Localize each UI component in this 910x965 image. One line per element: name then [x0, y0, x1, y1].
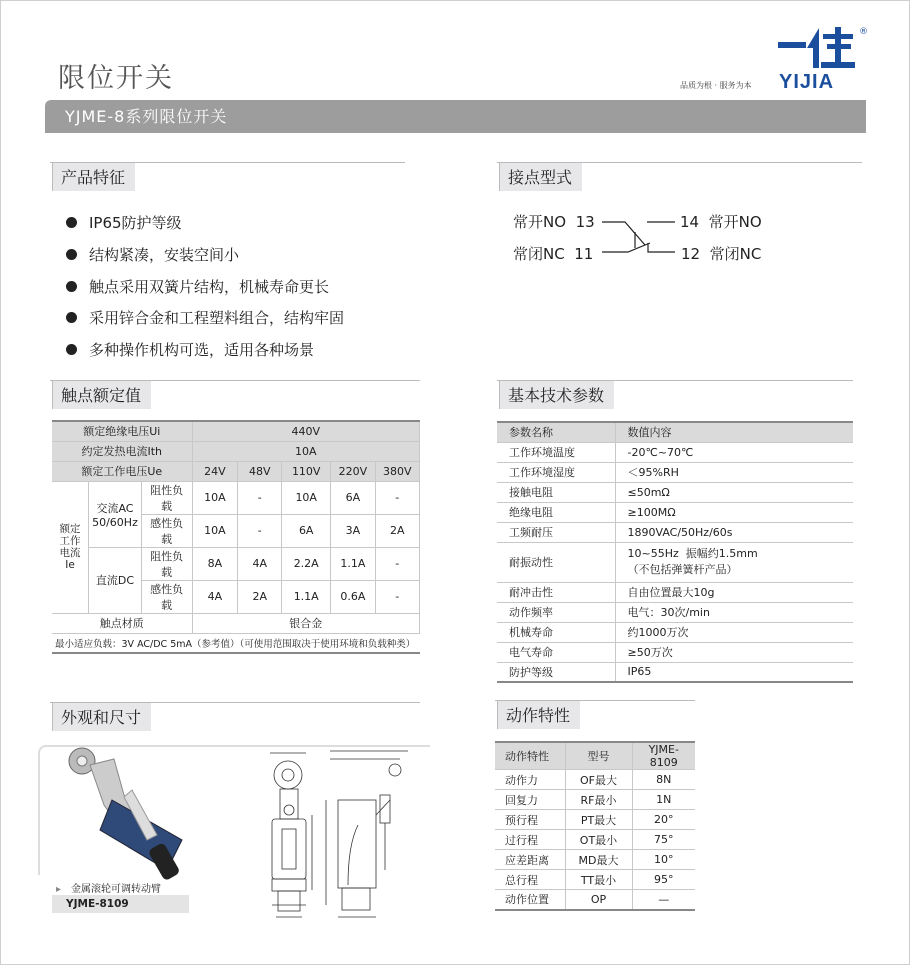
action-characteristics-table — [495, 741, 695, 911]
rated-values-table — [52, 420, 420, 654]
table-header-row — [497, 422, 853, 442]
current-value: 0.6A — [331, 580, 375, 613]
table-cell: 10~55Hz 振幅约1.5mm （不包括弹簧杆产品） — [615, 542, 853, 582]
table-row — [497, 522, 853, 542]
table-cell: 绝缘电阻 — [497, 502, 615, 522]
table-cell: 电气：30次/min — [615, 602, 853, 622]
column-header: YJME-8109 — [632, 742, 695, 770]
table-row — [497, 462, 853, 482]
column-header: 数值内容 — [615, 422, 853, 442]
contact-nc-left: 常闭NC 11 — [513, 245, 594, 263]
voltage-label: 额定工作电压Ue — [52, 461, 192, 481]
current-value: - — [375, 481, 419, 514]
table-cell: MD最大 — [565, 850, 632, 870]
current-value: 10A — [192, 514, 238, 547]
material-value: 银合金 — [192, 613, 419, 633]
bullet-icon — [66, 344, 77, 355]
contact-no-right: 14 常开NO — [680, 213, 762, 231]
current-value: 8A — [192, 547, 238, 580]
current-value: 1.1A — [282, 580, 331, 613]
table-row — [495, 870, 695, 890]
table-header-row — [495, 742, 695, 770]
table-row — [497, 602, 853, 622]
current-value: 1.1A — [331, 547, 375, 580]
table-row — [497, 502, 853, 522]
table-row — [495, 850, 695, 870]
section-title: 外观和尺寸 — [52, 703, 151, 731]
table-row — [497, 542, 853, 582]
table-cell: 工频耐压 — [497, 522, 615, 542]
current-value: 2A — [375, 514, 419, 547]
section-contact-type — [497, 162, 862, 187]
table-row — [497, 442, 853, 462]
feature-item — [66, 307, 344, 328]
current-value: 2.2A — [282, 547, 331, 580]
table-row — [495, 770, 695, 790]
section-title: 接点型式 — [499, 163, 582, 191]
table-cell: 75° — [632, 830, 695, 850]
current-value: 6A — [282, 514, 331, 547]
thermal-value: 10A — [192, 441, 419, 461]
table-cell: ≥100MΩ — [615, 502, 853, 522]
table-cell: 耐振动性 — [497, 542, 615, 582]
table-cell: ＜95%RH — [615, 462, 853, 482]
table-cell: 1890VAC/50Hz/60s — [615, 522, 853, 542]
feature-text: 触点采用双簧片结构，机械寿命更长 — [89, 278, 330, 296]
section-appearance — [50, 702, 420, 727]
series-title-band: YJME-8系列限位开关 — [45, 100, 866, 133]
table-cell: 应差距离 — [495, 850, 565, 870]
table-row — [495, 810, 695, 830]
table-row — [497, 482, 853, 502]
current-value: 10A — [282, 481, 331, 514]
table-cell: 约1000万次 — [615, 622, 853, 642]
voltage-header: 380V — [375, 461, 419, 481]
table-cell: 8N — [632, 770, 695, 790]
load-type: 感性负载 — [141, 514, 192, 547]
bullet-icon — [66, 249, 77, 260]
table-cell: 自由位置最大10g — [615, 582, 853, 602]
table-cell: 工作环境温度 — [497, 442, 615, 462]
table-cell: 接触电阻 — [497, 482, 615, 502]
table-row — [497, 582, 853, 602]
brand-logo — [775, 24, 865, 90]
table-cell: — — [632, 890, 695, 910]
section-action — [495, 700, 695, 725]
photo-caption — [56, 880, 161, 895]
current-value: - — [375, 547, 419, 580]
caret-right-icon: ▸ — [56, 884, 62, 895]
current-value: 2A — [238, 580, 282, 613]
voltage-header: 24V — [192, 461, 238, 481]
bullet-icon — [66, 217, 77, 228]
table-cell: OF最大 — [565, 770, 632, 790]
table-row — [495, 790, 695, 810]
voltage-header: 110V — [282, 461, 331, 481]
table-cell: 10° — [632, 850, 695, 870]
table-row — [497, 662, 853, 682]
dimension-drawing-icon — [240, 745, 420, 920]
feature-item — [66, 339, 314, 360]
column-header: 型号 — [565, 742, 632, 770]
current-value: - — [238, 481, 282, 514]
section-title: 触点额定值 — [52, 381, 151, 409]
load-type: 阻性负载 — [141, 481, 192, 514]
tech-params-table — [497, 421, 853, 683]
table-cell: 防护等级 — [497, 662, 615, 682]
current-value: - — [238, 514, 282, 547]
min-load-note: 最小适应负载：3V AC/DC 5mA（参考值）（可使用范围取决于使用环境和负载种类） — [52, 633, 420, 653]
svg-text:YIJIA: YIJIA — [779, 71, 835, 90]
current-label: 额定工作电流Ie — [52, 481, 89, 613]
page-title: 限位开关 — [58, 63, 174, 94]
table-cell: 1N — [632, 790, 695, 810]
table-row — [497, 642, 853, 662]
yijia-logo-icon — [775, 24, 865, 90]
dc-label: 直流DC — [89, 547, 142, 613]
insulation-label: 额定绝缘电压Ui — [52, 421, 192, 441]
table-cell: 总行程 — [495, 870, 565, 890]
table-cell: OT最小 — [565, 830, 632, 850]
section-title: 基本技术参数 — [499, 381, 614, 409]
table-cell: IP65 — [615, 662, 853, 682]
contact-switch-symbol-icon — [600, 210, 680, 260]
table-cell: 电气寿命 — [497, 642, 615, 662]
caption-text: 金属滚轮可调转动臂 — [71, 884, 162, 895]
current-value: 6A — [331, 481, 375, 514]
column-header: 动作特性 — [495, 742, 565, 770]
product-photo-icon — [62, 745, 192, 885]
table-cell: RF最小 — [565, 790, 632, 810]
table-cell: 动作频率 — [497, 602, 615, 622]
current-value: - — [375, 580, 419, 613]
contact-no-left: 常开NO 13 — [513, 213, 595, 231]
feature-text: 结构紧凑，安装空间小 — [89, 246, 240, 264]
section-features — [50, 162, 405, 187]
brand-slogan: 品质为根 · 服务为本 — [680, 81, 752, 90]
table-row — [495, 890, 695, 910]
model-label: YJME-8109 — [52, 895, 189, 913]
current-value: 3A — [331, 514, 375, 547]
table-cell: -20℃~70℃ — [615, 442, 853, 462]
bullet-icon — [66, 281, 77, 292]
table-cell: 20° — [632, 810, 695, 830]
table-cell: 工作环境湿度 — [497, 462, 615, 482]
section-rated — [50, 380, 420, 405]
column-header: 参数名称 — [497, 422, 615, 442]
table-cell: 动作力 — [495, 770, 565, 790]
section-title: 动作特性 — [497, 701, 580, 729]
table-cell: 95° — [632, 870, 695, 890]
table-cell: ≥50万次 — [615, 642, 853, 662]
registered-mark: ® — [859, 27, 868, 37]
table-cell: TT最小 — [565, 870, 632, 890]
table-cell: ≤50mΩ — [615, 482, 853, 502]
table-cell: 过行程 — [495, 830, 565, 850]
feature-text: IP65防护等级 — [89, 214, 182, 232]
table-cell: 回复力 — [495, 790, 565, 810]
table-row — [495, 830, 695, 850]
section-title: 产品特征 — [52, 163, 135, 191]
current-value: 4A — [192, 580, 238, 613]
table-cell: OP — [565, 890, 632, 910]
current-value: 10A — [192, 481, 238, 514]
table-cell: 动作位置 — [495, 890, 565, 910]
material-label: 触点材质 — [52, 613, 192, 633]
load-type: 感性负载 — [141, 580, 192, 613]
insulation-value: 440V — [192, 421, 419, 441]
table-row — [497, 622, 853, 642]
ac-label: 交流AC 50/60Hz — [89, 481, 142, 547]
table-cell: PT最大 — [565, 810, 632, 830]
feature-text: 采用锌合金和工程塑料组合，结构牢固 — [89, 309, 345, 327]
table-cell: 机械寿命 — [497, 622, 615, 642]
table-cell: 预行程 — [495, 810, 565, 830]
feature-item — [66, 212, 182, 233]
feature-item — [66, 276, 329, 297]
load-type: 阻性负载 — [141, 547, 192, 580]
voltage-header: 48V — [238, 461, 282, 481]
current-value: 4A — [238, 547, 282, 580]
contact-nc-right: 12 常闭NC — [681, 245, 762, 263]
voltage-header: 220V — [331, 461, 375, 481]
feature-item — [66, 244, 239, 265]
bullet-icon — [66, 312, 77, 323]
section-tech — [497, 380, 853, 405]
table-cell: 耐冲击性 — [497, 582, 615, 602]
thermal-label: 约定发热电流Ith — [52, 441, 192, 461]
feature-text: 多种操作机构可选，适用各种场景 — [89, 341, 315, 359]
